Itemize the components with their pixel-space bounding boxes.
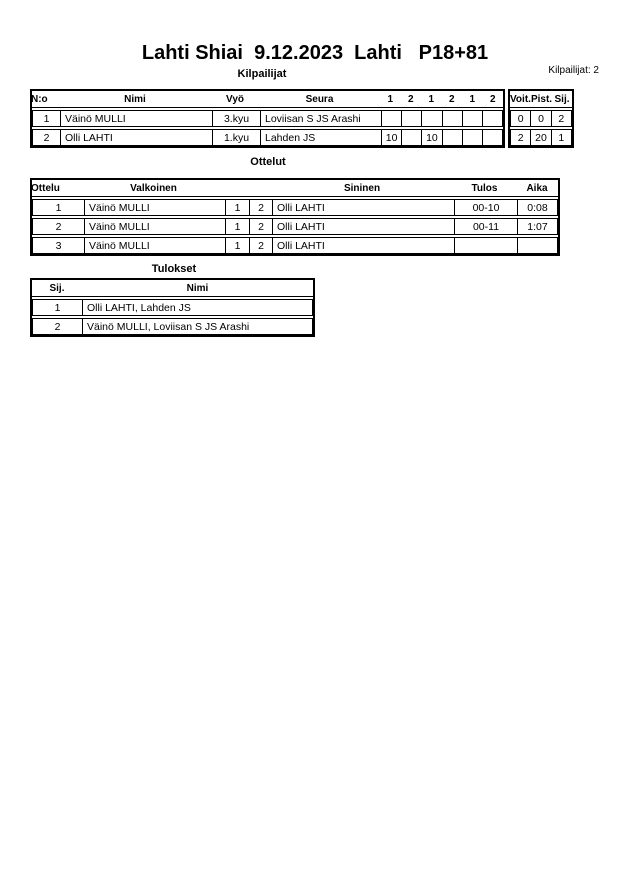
score-cell <box>463 111 483 126</box>
col-header-name: Nimi <box>124 93 146 105</box>
match-number-cell: 2 <box>33 219 85 234</box>
matches-section-title: Ottelut <box>250 156 286 168</box>
col-header-result: Tulos <box>471 182 498 194</box>
competitors-main-box <box>30 89 505 148</box>
results-section-title: Tulokset <box>151 263 197 275</box>
result-cell <box>455 238 518 253</box>
col-header-spacer <box>224 180 248 196</box>
col-header-name: Nimi <box>186 282 209 294</box>
col-header-place: Sij. <box>554 93 570 105</box>
competitor-club-cell: Lahden JS <box>261 130 382 145</box>
time-cell: 0:08 <box>527 201 548 214</box>
matches-header-row <box>32 180 558 197</box>
result-cell: 00-11 <box>455 219 518 234</box>
results-table <box>30 278 315 337</box>
points-cell: 0 <box>531 111 551 126</box>
col-header-score-1: 1 <box>387 93 394 105</box>
place-cell: 1 <box>33 300 83 315</box>
score-cell <box>382 111 402 126</box>
results-header-row <box>32 280 313 297</box>
competitor-belt-cell: 1.kyu <box>213 130 261 145</box>
score-cell <box>463 130 483 145</box>
competitors-table <box>30 89 574 148</box>
page-title: Lahti Shiai 9.12.2023 Lahti P18+81 <box>141 42 489 64</box>
score-cell <box>443 130 463 145</box>
score-cell: 10 <box>382 130 402 145</box>
score-cell <box>483 111 502 126</box>
competitor-belt-cell: 3.kyu <box>213 111 261 126</box>
col-header-score-2: 2 <box>407 93 414 105</box>
result-cell: 00-10 <box>455 200 518 215</box>
match-row <box>32 237 558 254</box>
blue-competitor-no-cell: 2 <box>250 219 273 234</box>
score-cell <box>422 111 442 126</box>
result-name-cell: Olli LAHTI, Lahden JS <box>87 301 191 314</box>
summary-row <box>510 110 572 127</box>
col-header-score-4: 2 <box>448 93 455 105</box>
col-header-place: Sij. <box>49 282 65 294</box>
result-row <box>32 318 313 335</box>
blue-competitor-no-cell: 2 <box>250 238 273 253</box>
col-header-no: N:o <box>31 93 48 105</box>
competitor-name-cell: Väinö MULLI <box>61 111 213 126</box>
col-header-match: Ottelu <box>31 182 60 194</box>
results-box <box>30 278 315 337</box>
place-cell: 2 <box>558 112 565 125</box>
wins-cell: 2 <box>511 130 531 145</box>
white-competitor-no-cell: 1 <box>226 219 250 234</box>
summary-row <box>510 129 572 146</box>
result-row <box>32 299 313 316</box>
match-number-cell: 1 <box>33 200 85 215</box>
match-row <box>32 199 558 216</box>
blue-player-cell: Olli LAHTI <box>273 219 455 234</box>
competitors-section-title: Kilpailijat <box>237 68 287 80</box>
summary-header-row <box>510 91 572 108</box>
competitor-number-cell: 1 <box>33 111 61 126</box>
place-cell: 1 <box>558 131 565 144</box>
col-header-club: Seura <box>305 93 334 105</box>
blue-player-cell: Olli LAHTI <box>273 200 455 215</box>
col-header-blue: Sininen <box>343 182 381 194</box>
competitor-name-cell: Olli LAHTI <box>61 130 213 145</box>
score-cell <box>443 111 463 126</box>
place-cell: 2 <box>33 319 83 334</box>
white-player-cell: Väinö MULLI <box>85 219 226 234</box>
score-cell <box>483 130 502 145</box>
blue-competitor-no-cell: 2 <box>250 200 273 215</box>
col-header-belt: Vyö <box>226 93 244 105</box>
competitor-number-cell: 2 <box>33 130 61 145</box>
col-header-wins: Voit. <box>510 93 531 105</box>
result-name-cell: Väinö MULLI, Loviisan S JS Arashi <box>87 320 250 333</box>
time-cell <box>518 238 557 253</box>
match-row <box>32 218 558 235</box>
white-competitor-no-cell: 1 <box>226 238 250 253</box>
col-header-time: Aika <box>526 182 548 194</box>
col-header-score-5: 1 <box>469 93 476 105</box>
col-header-score-3: 1 <box>428 93 435 105</box>
blue-player-cell: Olli LAHTI <box>273 238 455 253</box>
matches-table <box>30 178 560 256</box>
score-cell: 10 <box>422 130 442 145</box>
matches-box <box>30 178 560 256</box>
col-header-white: Valkoinen <box>130 182 177 194</box>
competitor-club-cell: Loviisan S JS Arashi <box>261 111 382 126</box>
competitor-count-note: Kilpailijat: 2 <box>548 65 599 76</box>
competitors-header-row <box>32 91 503 108</box>
points-cell: 20 <box>531 130 551 145</box>
competitor-row <box>32 129 503 146</box>
score-cell <box>402 111 422 126</box>
wins-cell: 0 <box>511 111 531 126</box>
col-header-score-6: 2 <box>489 93 496 105</box>
white-player-cell: Väinö MULLI <box>85 238 226 253</box>
white-competitor-no-cell: 1 <box>226 200 250 215</box>
col-header-points: Pist. <box>530 93 553 105</box>
white-player-cell: Väinö MULLI <box>85 200 226 215</box>
col-header-spacer <box>248 180 271 196</box>
competitor-row <box>32 110 503 127</box>
time-cell: 1:07 <box>527 220 548 233</box>
score-cell <box>402 130 422 145</box>
competitors-summary-box <box>508 89 574 148</box>
match-number-cell: 3 <box>33 238 85 253</box>
